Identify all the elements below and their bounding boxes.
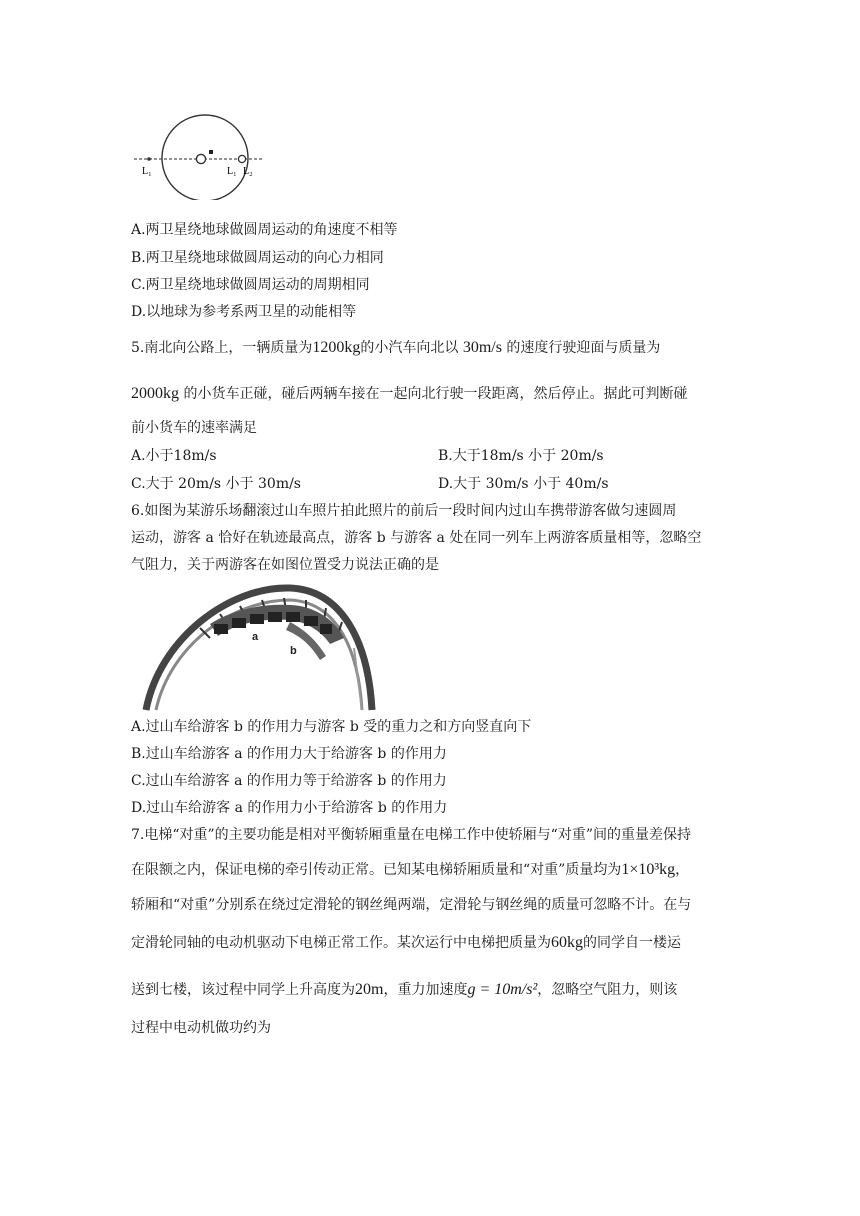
q4-option-a: A.两卫星绕地球做圆周运动的角速度不相等 [131,222,398,238]
q6-option-a: A.过山车给游客 b 的作用力与游客 b 受的重力之和方向竖直向下 [131,719,532,735]
q4-option-d: D.以地球为参考系两卫星的动能相等 [131,304,357,320]
q7-stem-line3: 轿厢和“对重”分别系在绕过定滑轮的钢丝绳两端，定滑轮与钢丝绳的质量可忽略不计。在与 [131,897,692,913]
q5-text: 的小货车正碰，碰后两辆车接在一起向北行驶一段距离，然后停止。据此可判断碰 [183,386,688,402]
q7-text: 在限额之内，保证电梯的牵引传动正常。已知某电梯轿厢质量和“对重”质量均为 [131,862,622,878]
roller-coaster-image [140,578,380,712]
q5-option-b: B.大于18m/s 小于 20m/s [438,448,604,464]
q5-stem-line3: 前小货车的速率满足 [131,420,257,436]
label-l1-right: L₁ [227,166,237,177]
q7-text: 定滑轮同轴的电动机驱动下电梯正常工作。某次运行中电梯把质量为 [131,935,551,951]
q5-text: 的小汽车向北以 [360,340,459,356]
q7-text: 送到七楼，该过程中同学上升高度为 [131,982,355,998]
q6-option-d: D.过山车给游客 a 的作用力小于给游客 b 的作用力 [131,800,448,816]
q7-stem-line2 [131,861,689,879]
passenger-b-label: b [290,645,297,657]
q7-text: ，重力加速度 [383,982,468,998]
earth-circle [196,154,205,163]
label-l2: L₂ [243,166,253,177]
satellite-l2 [238,155,245,162]
q5-text: 的速度行驶迎面与质量为 [506,340,661,356]
q6-option-b: B.过山车给游客 a 的作用力大于给游客 b 的作用力 [131,746,447,762]
passenger-a-label: a [252,631,259,643]
q6-stem-line2: 运动，游客 a 恰好在轨迹最高点，游客 b 与游客 a 处在同一列车上两游客质量相等，忽略空 [131,530,702,546]
q5-mass-car: 1200kg [312,339,361,356]
q7-mass-expression: 1×10³kg [621,861,676,878]
moon-dot [209,150,213,154]
q5-stem-line2 [131,385,687,403]
orbit-figure [130,112,270,200]
q5-speed: 30m/s [462,339,502,356]
q7-gravity-expression: g = 10m/s² [467,981,538,998]
q7-text: 的同学自一楼运 [583,935,681,951]
q7-stem-line6: 过程中电动机做功约为 [131,1020,271,1036]
q5-option-c: C.大于 20m/s 小于 30m/s [131,476,301,492]
q5-stem-line1 [131,339,660,357]
q7-stem-line1: 7.电梯“对重”的主要功能是相对平衡轿厢重量在电梯工作中使轿厢与“对重”间的重量差保持 [131,827,691,843]
q7-stem-line4 [131,934,681,952]
label-l1-left: L₁ [142,166,152,177]
q7-height: 20m [355,981,384,998]
q6-option-c: C.过山车给游客 a 的作用力等于给游客 b 的作用力 [131,773,447,789]
q5-option-d: D.大于 30m/s 小于 40m/s [438,476,609,492]
q6-stem-line1: 6.如图为某游乐场翻滚过山车照片拍此照片的前后一段时间内过山车携带游客做匀速圆周 [131,503,677,519]
q7-text: ， [675,862,690,878]
q7-stem-line5 [131,981,677,999]
q7-text: ，忽略空气阻力，则该 [537,982,678,998]
satellite-l1 [147,157,151,161]
q5-option-a: A.小于18m/s [131,448,217,464]
q5-text: 5.南北向公路上，一辆质量为 [131,340,313,356]
q5-mass-truck: 2000kg [131,385,179,402]
q4-option-c: C.两卫星绕地球做圆周运动的周期相同 [131,277,370,293]
q6-stem-line3: 气阻力，关于两游客在如图位置受力说法正确的是 [131,557,439,573]
q4-option-b: B.两卫星绕地球做圆周运动的向心力相同 [131,250,384,266]
q7-student-mass: 60kg [551,934,583,951]
orbit-diagram [130,112,270,200]
roller-coaster-photo [140,578,380,712]
